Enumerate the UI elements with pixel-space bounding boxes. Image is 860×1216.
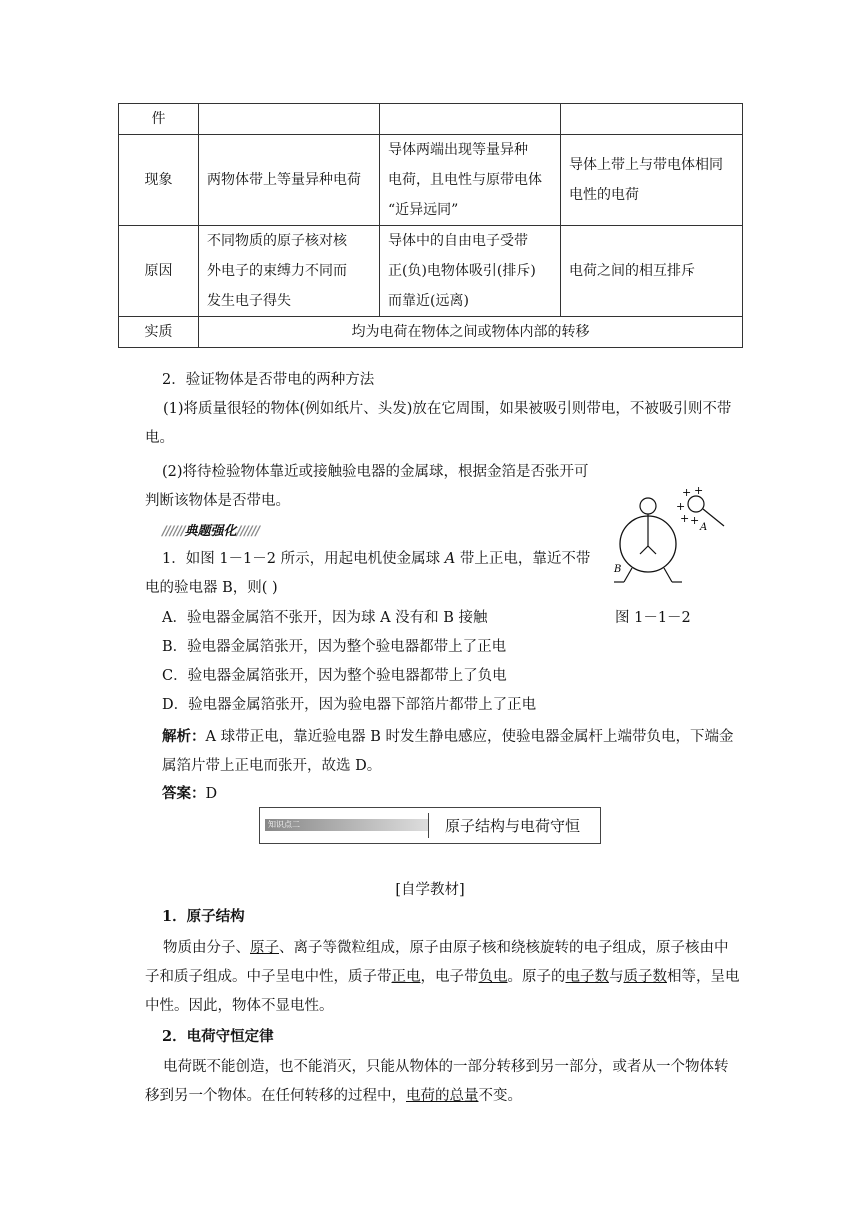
method-2-line2: 判断该物体是否带电。: [145, 493, 290, 509]
table-cell: 电荷之间的相互排斥: [561, 226, 743, 317]
table-row: [119, 317, 743, 348]
svg-text:+: +: [680, 512, 690, 525]
label-a: A: [700, 522, 708, 533]
electroscope-figure: [610, 484, 735, 594]
table-cell: 均为电荷在物体之间或物体内部的转移: [199, 317, 743, 348]
table-cell: 导体两端出现等量异种 电荷，且电性与原带电体 “近异远同”: [380, 135, 561, 226]
section-1-text: 物质由分子、原子、离子等微粒组成，原子由原子核和绕核旋转的电子组成，原子核由中子和质子组成。中子呈电中性，质子带正电，电子带负电。原子的电子数与质子数相等，呈电中性。因此，物体不显电性。: [145, 940, 740, 1014]
option-d: D．验电器金属箔张开，因为验电器下部箔片都带上了正电: [162, 697, 537, 713]
method-2-line1: (2)将待检验物体靠近或接触验电器的金属球，根据金箔是否张开可: [162, 464, 589, 480]
row-header-essence: 实质: [119, 317, 199, 348]
section-label: //////典题强化//////: [162, 524, 260, 539]
table-cell: 不同物质的原子核对核 外电子的束缚力不同而 发生电子得失: [199, 226, 380, 317]
row-header-cause: 原因: [119, 226, 199, 317]
option-b: B．验电器金属箔张开，因为整个验电器都带上了正电: [162, 639, 507, 655]
answer: 答案：D: [162, 785, 218, 802]
svg-text:+: +: [676, 500, 686, 513]
table-cell: 导体中的自由电子受带 正(负)电物体吸引(排斥) 而靠近(远离): [380, 226, 561, 317]
svg-text:+: +: [690, 514, 700, 527]
question-stem-line1: 1．如图 1－1－2 所示，用起电机使金属球 A 带上正电，靠近不带: [162, 551, 591, 567]
section-2-text: 电荷既不能创造，也不能消灭，只能从物体的一部分转移到另一部分，或者从一个物体转移到另一个物体。在任何转移的过程中，电荷的总量不变。: [145, 1059, 729, 1104]
table-row: [119, 104, 743, 135]
comparison-table: [118, 103, 743, 348]
section-1-title: 1．原子结构: [162, 908, 245, 925]
svg-text:+: +: [682, 486, 692, 499]
figure-caption: 图 1－1－2: [615, 610, 691, 626]
table-row: [119, 135, 743, 226]
svg-text:+: +: [694, 484, 704, 497]
label-b: B: [614, 564, 622, 575]
table-row: [119, 226, 743, 317]
method-1: (1)将质量很轻的物体(例如纸片、头发)放在它周围，如果被吸引则带电，不被吸引则不带电。: [145, 401, 732, 446]
row-header-conditions: 件: [119, 104, 199, 135]
solution: 解析：A 球带正电，靠近验电器 B 时发生静电感应，使验电器金属杆上端带负电，下端金属箔片带上正电而张开，故选 D。: [162, 728, 734, 774]
option-c: C．验电器金属箔张开，因为整个验电器都带上了负电: [162, 668, 507, 684]
option-a: A．验电器金属箔不张开，因为球 A 没有和 B 接触: [162, 610, 488, 626]
methods-heading: 2．验证物体是否带电的两种方法: [162, 372, 375, 388]
knowledge-title: 原子结构与电荷守恒: [445, 817, 581, 835]
self-study-heading: [自学教材]: [395, 882, 465, 898]
section-2-title: 2．电荷守恒定律: [162, 1028, 274, 1045]
question-stem-line2: 电的验电器 B，则( ): [145, 580, 278, 596]
row-header-phenomenon: 现象: [119, 135, 199, 226]
knowledge-tag: 知识点二: [265, 819, 428, 831]
table-cell: 两物体带上等量异种电荷: [199, 135, 380, 226]
table-cell: 导体上带上与带电体相同电性的电荷: [561, 135, 743, 226]
knowledge-point-box: [259, 807, 601, 844]
